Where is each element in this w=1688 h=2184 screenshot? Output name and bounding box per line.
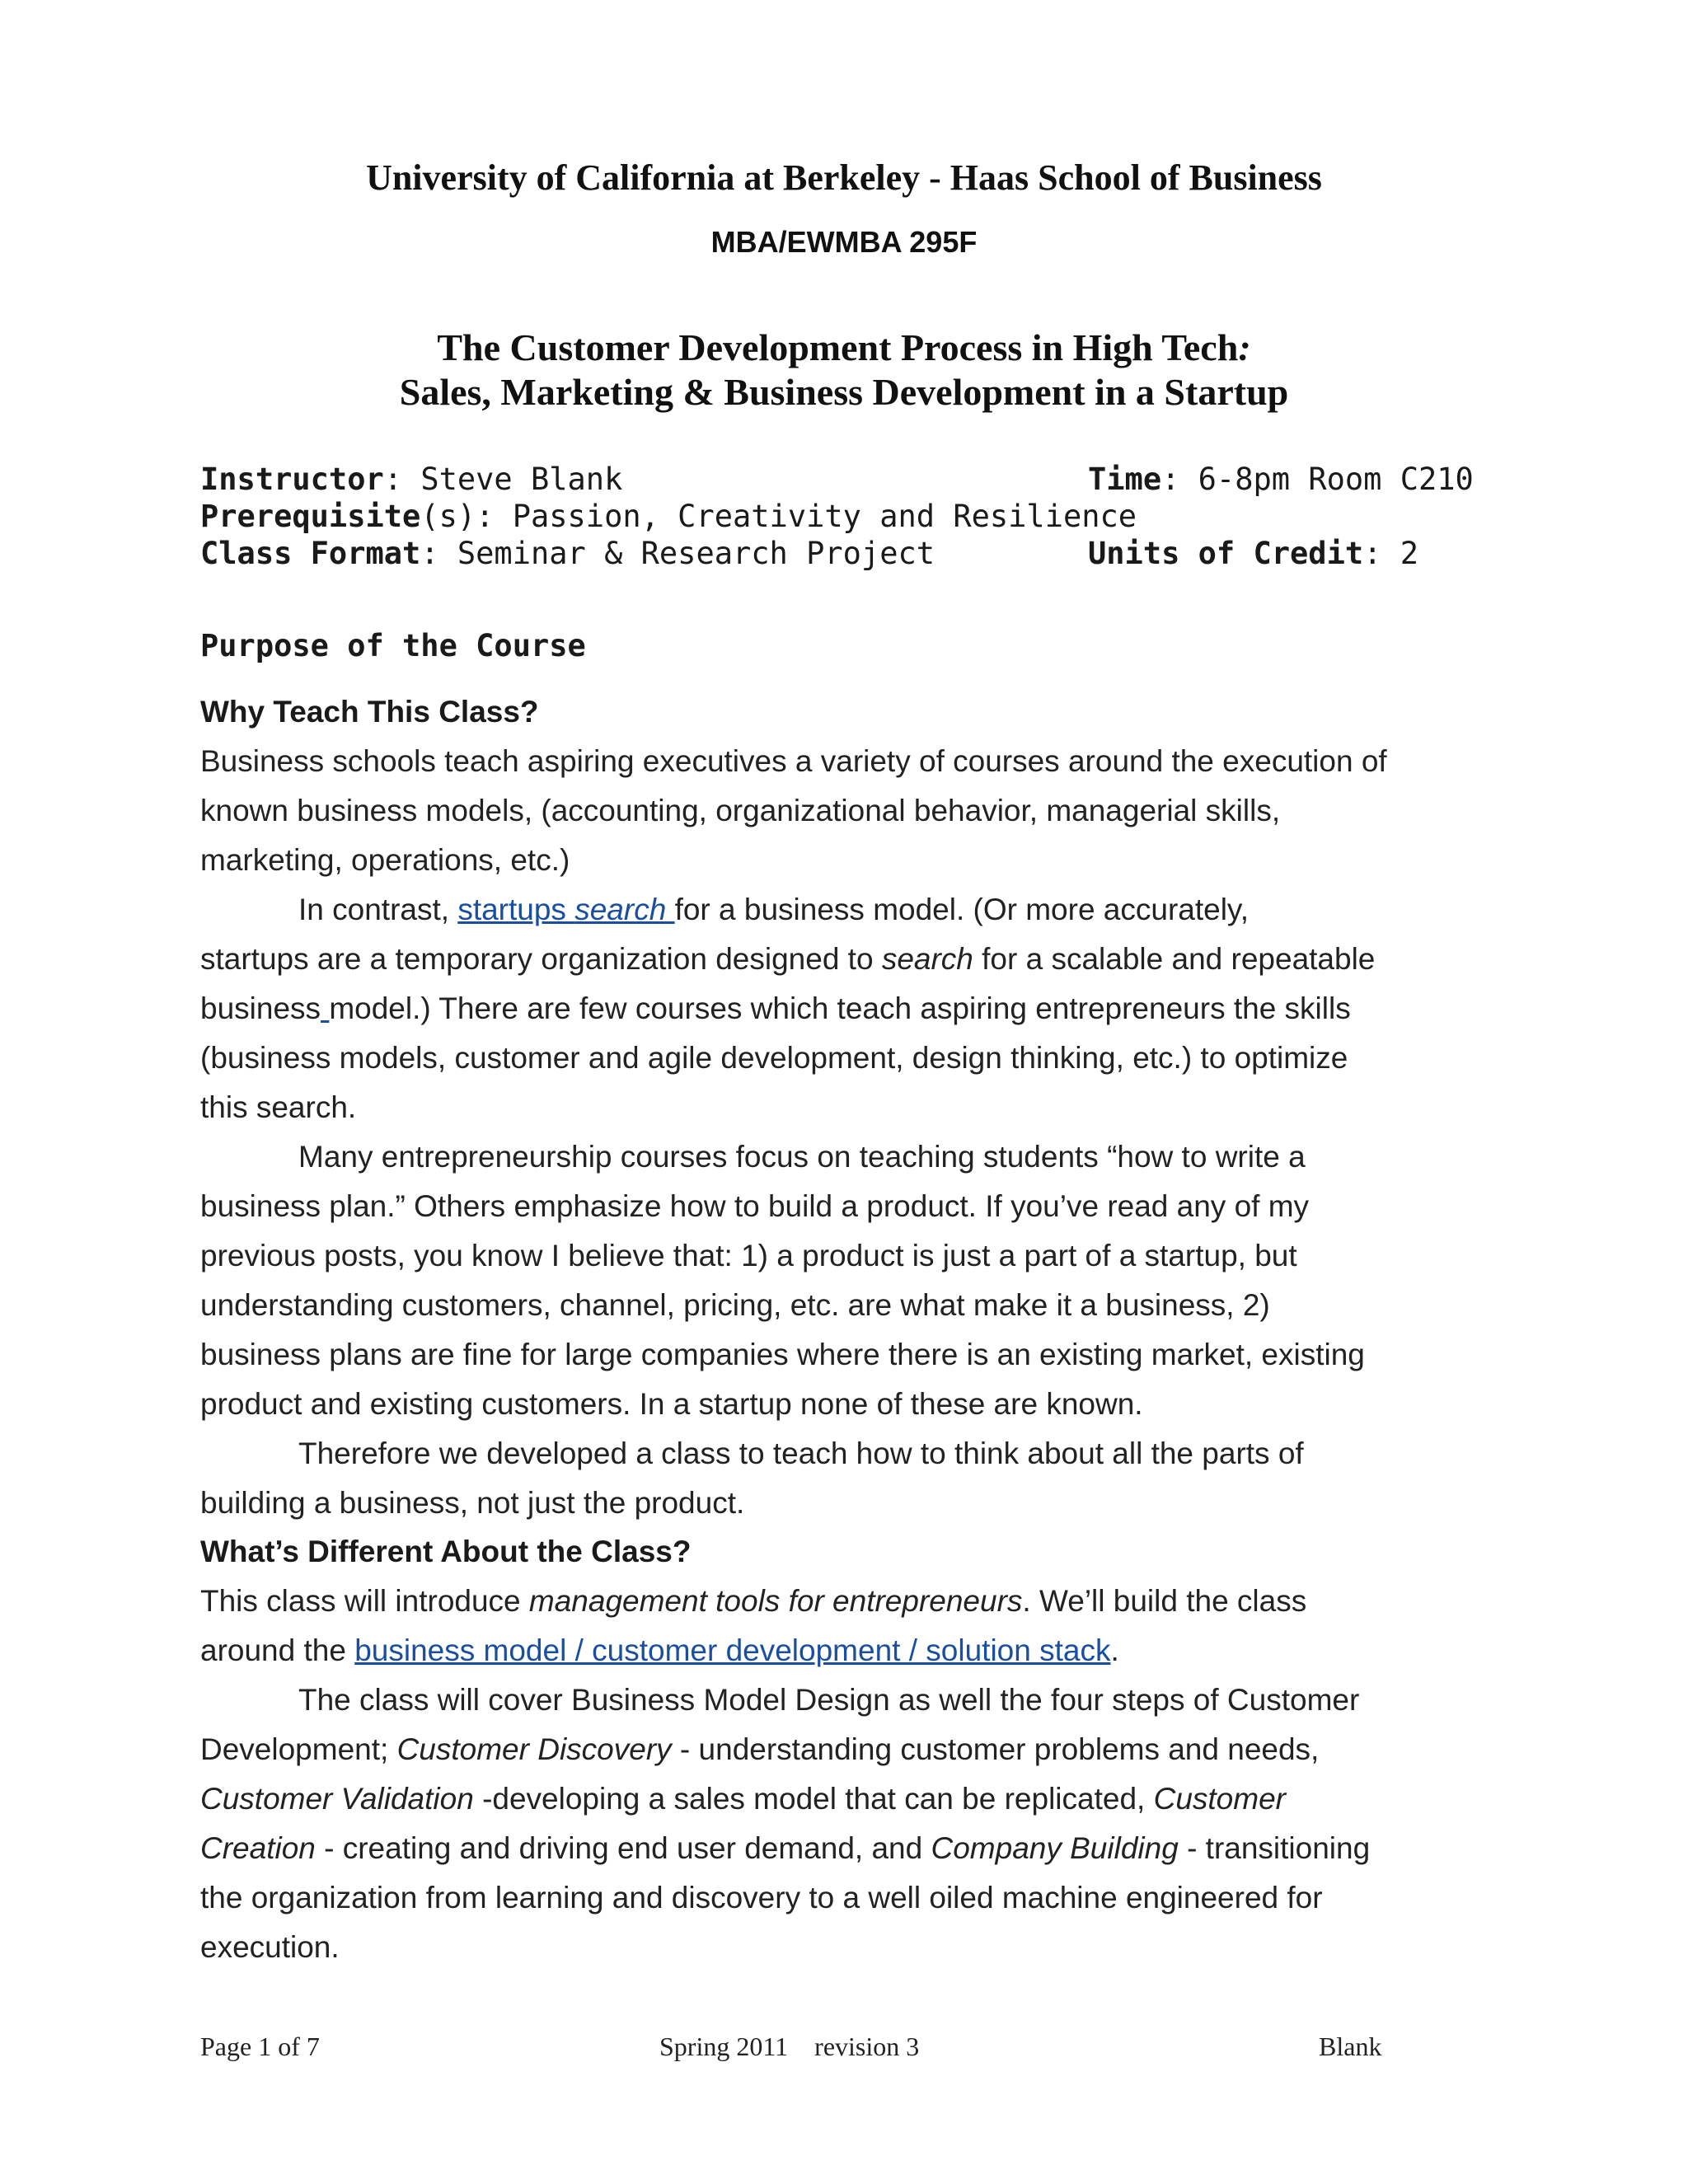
course-title-line1 (0, 326, 1688, 369)
paragraph-line: the organization from learning and discovery to a well oiled machine engineered for (200, 1881, 1323, 1915)
text-span: model.) There are few courses which teach aspiring entrepreneurs the skills (329, 991, 1351, 1025)
class-format-field (200, 536, 935, 571)
paragraph-line: business plan.” Others emphasize how to build a product. If you’ve read any of my (200, 1189, 1310, 1223)
business-model-link[interactable] (321, 991, 329, 1025)
text-span: -developing a sales model that can be replicated, (473, 1782, 1154, 1816)
emphasis-text: Customer Discovery (396, 1732, 672, 1766)
time-value: : 6-8pm Room C210 (1161, 462, 1474, 497)
solution-stack-link[interactable]: business model / customer development / solution stack (354, 1633, 1111, 1667)
paragraph-line (200, 1633, 1119, 1668)
text-span: business (200, 991, 321, 1025)
paragraph-line (200, 991, 1351, 1026)
text-span: for a scalable and repeatable (973, 942, 1376, 976)
paragraph-line: building a business, not just the product. (200, 1486, 745, 1520)
text-span: . (1110, 1633, 1119, 1667)
units-field (1088, 536, 1418, 571)
text-span: for a business model. (Or more accurately, (674, 893, 1249, 926)
paragraph-line: previous posts, you know I believe that: 1) a product is just a part of a startup, but (200, 1239, 1297, 1272)
why-heading: Why Teach This Class? (200, 695, 539, 729)
course-code: MBA/EWMBA 295F (710, 225, 978, 259)
text-span: This class will introduce (200, 1584, 529, 1618)
text-span: Development; (200, 1732, 397, 1766)
prerequisite-label: Prerequisite (200, 499, 421, 534)
time-label: Time (1088, 462, 1162, 497)
paragraph-line: execution. (200, 1930, 340, 1964)
time-field (1088, 462, 1474, 497)
link-text-italic: search (574, 893, 675, 926)
paragraph-line (200, 1782, 1286, 1816)
class-format-value: : Seminar & Research Project (420, 536, 935, 571)
paragraph-line: product and existing customers. In a startup none of these are known. (200, 1387, 1143, 1421)
link-text: startups (457, 893, 575, 926)
instructor-value: : Steve Blank (383, 462, 623, 497)
text-span: - transitioning (1178, 1831, 1371, 1865)
paragraph-line: (business models, customer and agile development, design thinking, etc.) to optimize (200, 1041, 1348, 1075)
text-span: startups are a temporary organization designed to (200, 942, 882, 976)
text-span: . We’ll build the class (1022, 1584, 1307, 1618)
page-number: Page 1 of 7 (200, 2032, 320, 2061)
emphasis-text: search (881, 942, 973, 976)
emphasis-text: management tools for entrepreneurs (528, 1584, 1023, 1618)
class-format-label: Class Format (200, 536, 421, 571)
emphasis-text: Creation (200, 1831, 316, 1865)
units-value: : 2 (1363, 536, 1418, 571)
paragraph-line: understanding customers, channel, pricing, etc. are what make it a business, 2) (200, 1288, 1270, 1322)
paragraph-line: The class will cover Business Model Design as well the four steps of Customer (298, 1683, 1360, 1717)
paragraph-line: known business models, (accounting, organizational behavior, managerial skills, (200, 794, 1281, 827)
paragraph-line (200, 942, 1375, 977)
startups-search-link[interactable] (457, 893, 674, 926)
course-title-line2: Sales, Marketing & Business Development in a Startup (399, 371, 1289, 413)
paragraph-line (298, 893, 1249, 927)
paragraph-line: marketing, operations, etc.) (200, 843, 570, 877)
paragraph-line: Many entrepreneurship courses focus on teaching students “how to write a (298, 1140, 1306, 1174)
emphasis-text: Company Building (931, 1831, 1179, 1865)
text-span: In contrast, (298, 893, 458, 926)
paragraph-line: this search. (200, 1090, 357, 1124)
instructor-label: Instructor (200, 462, 384, 497)
course-title-colon: : (1238, 326, 1251, 368)
instructor-field (200, 462, 622, 497)
text-span: - understanding customer problems and needs, (671, 1732, 1320, 1766)
different-heading: What’s Different About the Class? (200, 1535, 692, 1568)
university-title: University of California at Berkeley - Haas School of Business (366, 157, 1322, 198)
revision-info: Spring 2011 revision 3 (659, 2032, 920, 2061)
text-span: around the (200, 1633, 355, 1667)
course-title-text: The Customer Development Process in High Tech (437, 326, 1239, 368)
author-name: Blank (1319, 2032, 1382, 2061)
prerequisite-value: (s): Passion, Creativity and Resilience (420, 499, 1137, 534)
paragraph-line: Therefore we developed a class to teach how to think about all the parts of (298, 1436, 1304, 1470)
units-label: Units of Credit (1088, 536, 1364, 571)
paragraph-line (200, 1732, 1319, 1767)
paragraph-line (200, 1831, 1370, 1866)
paragraph-line: Business schools teach aspiring executives a variety of courses around the execution of (200, 744, 1387, 778)
paragraph-line (200, 1584, 1306, 1619)
paragraph-line: business plans are fine for large companies where there is an existing market, existing (200, 1338, 1365, 1371)
emphasis-text: Customer Validation (200, 1782, 474, 1816)
emphasis-text: Customer (1153, 1782, 1286, 1816)
text-span: - creating and driving end user demand, and (315, 1831, 931, 1865)
prerequisite-field (200, 499, 1137, 534)
purpose-heading: Purpose of the Course (200, 628, 586, 663)
